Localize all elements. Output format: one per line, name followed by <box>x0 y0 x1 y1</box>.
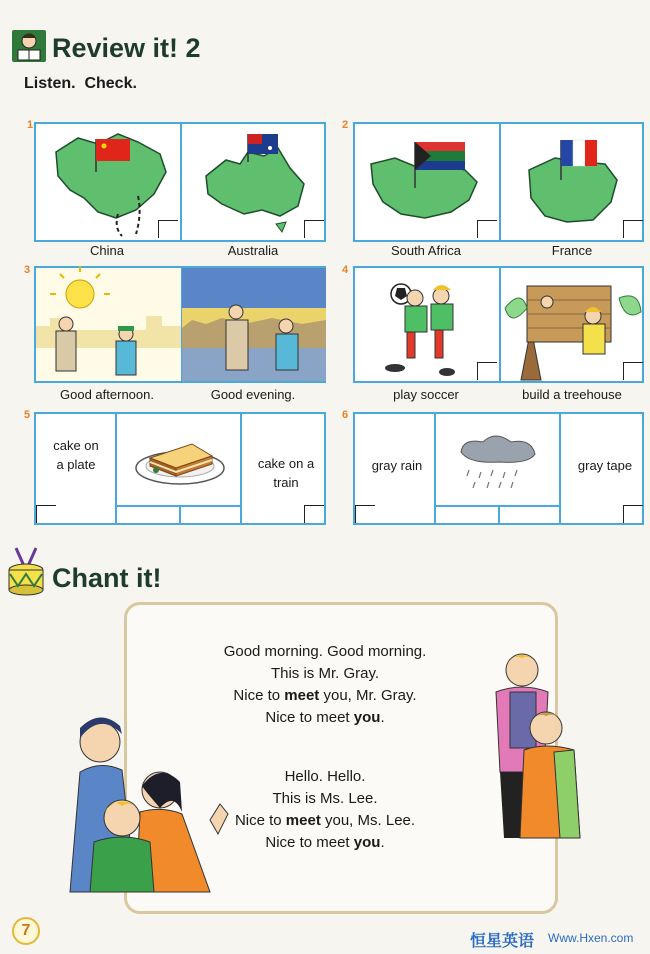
checkbox[interactable] <box>477 362 497 380</box>
chant-line: Good morning. Good morning. <box>223 643 427 660</box>
cake-plate-icon <box>120 422 240 502</box>
page-title: Review it! 2 <box>52 33 201 63</box>
checkbox[interactable] <box>623 505 643 523</box>
checkbox[interactable] <box>477 220 497 238</box>
checkbox[interactable] <box>36 505 56 523</box>
word-right: gray tape <box>577 458 633 473</box>
item-number: 4 <box>342 264 349 276</box>
caption: South Africa <box>390 243 462 258</box>
children-group-illustration <box>70 712 230 902</box>
checkbox[interactable] <box>304 220 324 238</box>
item-number: 5 <box>24 409 31 421</box>
chant-line: Nice to meet you. <box>265 834 385 851</box>
exercise-2 <box>353 122 644 242</box>
adults-illustration <box>470 642 590 842</box>
item-number: 2 <box>342 119 349 131</box>
chant-line: This is Mr. Gray. <box>270 665 380 682</box>
afternoon-scene-icon <box>36 268 181 381</box>
item-number: 3 <box>24 264 31 276</box>
chant-line: Nice to meet you, Mr. Gray. <box>233 687 417 704</box>
book-reader-icon <box>12 30 46 62</box>
caption: China <box>90 243 124 258</box>
gray-rain-icon <box>439 422 559 502</box>
caption: Good afternoon. <box>60 387 154 402</box>
chant-line: Hello. Hello. <box>284 768 366 785</box>
checkbox[interactable] <box>623 362 643 380</box>
caption: play soccer <box>393 387 459 402</box>
exercise-1 <box>34 122 326 242</box>
checkbox[interactable] <box>623 220 643 238</box>
checkbox[interactable] <box>304 505 324 523</box>
page-number: 7 <box>21 922 31 939</box>
caption: Good evening. <box>210 387 296 402</box>
instruction: Listen. Check. <box>24 75 137 92</box>
chant-line: This is Ms. Lee. <box>272 790 378 807</box>
caption: France <box>551 243 593 258</box>
checkbox[interactable] <box>158 220 178 238</box>
item-number: 6 <box>342 409 349 421</box>
word-left: gray rain <box>371 458 423 473</box>
item-number: 1 <box>27 119 34 131</box>
exercise-5 <box>34 412 326 525</box>
exercise-4 <box>353 266 644 383</box>
chant-line: Nice to meet you. <box>265 709 385 726</box>
site-url[interactable]: Www.Hxen.com <box>548 931 634 945</box>
drum-icon <box>6 546 46 596</box>
caption: build a treehouse <box>522 387 622 402</box>
caption: Australia <box>227 243 279 258</box>
checkbox[interactable] <box>355 505 375 523</box>
evening-scene-icon <box>182 268 326 381</box>
word-right: cake on a train <box>257 456 315 490</box>
chant-line: Nice to meet you, Ms. Lee. <box>234 812 416 829</box>
chant-title: Chant it! <box>52 563 162 593</box>
page-number-badge <box>12 917 40 945</box>
exercise-3 <box>34 266 326 383</box>
site-name: 恒星英语 <box>470 931 535 950</box>
word-left: cake on a plate <box>53 438 99 472</box>
exercise-6 <box>353 412 644 525</box>
